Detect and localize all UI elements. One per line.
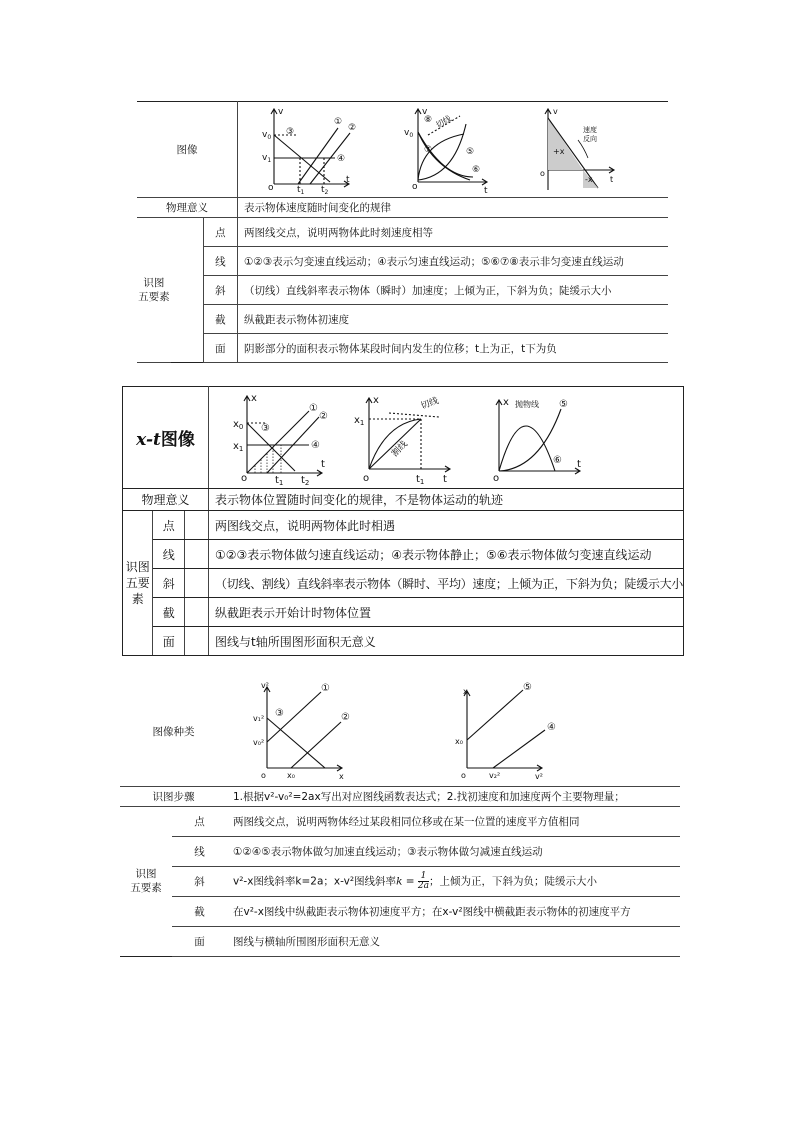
x1-sub-2: 1 xyxy=(359,419,365,427)
v2c-label: v₂² xyxy=(489,771,501,781)
v2x-row-text: 两图线交点，说明两物体经过某段相同位移或在某一位置的速度平方值相同 xyxy=(227,806,680,836)
curve-6-label: ⑥ xyxy=(552,455,562,466)
xt-table xyxy=(122,386,684,656)
line-4-label: ④ xyxy=(310,440,320,451)
vt-meaning-label: 物理意义 xyxy=(137,198,238,218)
line-5 xyxy=(467,690,523,740)
curve-6-label: ⑥ xyxy=(472,165,481,175)
xt-row-text: ①②③表示物体做匀速直线运动；④表示物体静止；⑤⑥表示物体做匀变速直线运动 xyxy=(208,540,683,569)
xt-header-rest: 图像 xyxy=(160,430,195,450)
t1-label: t xyxy=(274,475,279,485)
t1-sub: 1 xyxy=(278,479,284,485)
t2-label: t xyxy=(300,475,305,485)
x0-label: x xyxy=(232,419,239,430)
minus-x-label: -x xyxy=(585,175,593,184)
vt-row-text: （切线）直线斜率表示物体（瞬时）加速度；上倾为正，下斜为负；陡缓示大小 xyxy=(238,276,669,305)
line-3 xyxy=(267,718,325,768)
velocity-label: 速度 xyxy=(583,126,597,134)
curve-5-label: ⑤ xyxy=(558,399,568,410)
t2-label: t xyxy=(321,185,325,194)
line-1 xyxy=(247,411,309,473)
line-1-label: ① xyxy=(321,683,330,695)
t-label-2: t xyxy=(484,186,488,194)
v2x-row-text: ①②④⑤表示物体做匀加速直线运动；③表示物体做匀减速直线运动 xyxy=(227,836,680,866)
vt-graphs xyxy=(238,102,668,194)
line-2-label: ② xyxy=(318,411,328,422)
x-label: x xyxy=(250,393,257,404)
origin-label-2: o xyxy=(461,771,466,781)
xt-row-key: 点 xyxy=(153,511,185,540)
xt-graphs xyxy=(209,387,609,485)
t1-sub: 1 xyxy=(300,189,305,194)
origin-label-2: o xyxy=(412,182,418,192)
curve-8-label: ⑧ xyxy=(424,115,433,125)
v2x-graphs xyxy=(227,678,667,782)
parabola-label: 抛物线 xyxy=(514,400,539,409)
xt-row-key: 斜 xyxy=(153,569,185,598)
v1-sub: 1 xyxy=(267,157,272,164)
v2x-row-key: 截 xyxy=(172,896,227,926)
x1-label: x xyxy=(232,441,239,452)
v0-sub: 0 xyxy=(267,134,272,141)
v2-axis-label-2: v² xyxy=(535,772,543,782)
origin-label: o xyxy=(240,473,248,484)
svg-text:v1 xyxy=(262,153,271,164)
x0-sub: 0 xyxy=(238,423,244,431)
v2x-graphs-cell xyxy=(227,678,680,786)
vt-row-key: 点 xyxy=(203,218,237,247)
line-4-label: ④ xyxy=(547,722,556,734)
plus-x-label: +x xyxy=(553,147,565,156)
svg-text:v0 xyxy=(262,130,271,141)
x1-sub: 1 xyxy=(238,445,244,453)
v0-label-2: v xyxy=(404,128,410,138)
svg-text:t2 xyxy=(321,185,329,194)
x-axis-label-2: x xyxy=(463,687,468,697)
v0-label: v xyxy=(262,130,268,140)
parabola-6 xyxy=(499,426,555,471)
svg-text:x1 xyxy=(354,415,364,427)
v2x-row-text xyxy=(227,866,680,896)
xt-row-text: （切线、割线）直线斜率表示物体（瞬时、平均）速度；上倾为正，下斜为负；陡缓示大小 xyxy=(208,569,683,598)
origin-label: o xyxy=(268,183,274,193)
t-label-3: t xyxy=(576,459,581,470)
x-axis-label: x xyxy=(339,772,344,782)
slope-k: k xyxy=(396,875,403,887)
vt-row-text: 纵截距表示物体初速度 xyxy=(238,305,669,334)
v2x-row-text: 图线与横轴所围图形面积无意义 xyxy=(227,926,680,956)
t2-sub: 2 xyxy=(324,189,329,194)
x0-label-2: x₀ xyxy=(455,737,463,747)
x-label-2: x xyxy=(372,395,379,406)
line-3 xyxy=(247,423,295,471)
vt-table xyxy=(137,101,668,363)
tangent-label: 切线 xyxy=(434,113,453,130)
v-label-2: v xyxy=(422,107,428,117)
fraction-numerator: 1 xyxy=(418,872,429,882)
t2-sub: 2 xyxy=(304,479,310,485)
curve-5-label: ⑤ xyxy=(466,147,475,157)
xt-row-key: 面 xyxy=(153,627,185,656)
xt-row-text: 两图线交点，说明两物体此时相遇 xyxy=(208,511,683,540)
origin-label: o xyxy=(261,771,266,781)
v-label: v xyxy=(278,107,284,117)
vt-group-label: 识图 五要素 xyxy=(137,218,171,363)
v1-label: v xyxy=(262,153,268,163)
slope-text-b: ；上倾为正，下斜为负；陡缓示大小 xyxy=(429,875,598,887)
reverse-label: 反向 xyxy=(583,135,597,143)
v2x-row-key: 面 xyxy=(172,926,227,956)
line-2-label: ② xyxy=(341,712,350,724)
t1-label: t xyxy=(297,185,301,194)
t1-sub-2: 1 xyxy=(419,478,425,485)
t-label-3: t xyxy=(610,175,614,184)
xt-meaning-label: 物理意义 xyxy=(123,489,209,511)
vt-row-text: ①②③表示匀变速直线运动；④表示匀速直线运动；⑤⑥⑦⑧表示非匀变速直线运动 xyxy=(238,247,669,276)
xt-header-italic: x-t xyxy=(136,430,161,450)
xt-row-text: 图线与t轴所围图形面积无意义 xyxy=(208,627,683,656)
x0-label: x₀ xyxy=(287,771,295,781)
xt-row-text: 纵截距表示开始计时物体位置 xyxy=(208,598,683,627)
t-label: t xyxy=(346,175,350,185)
t1-label-2: t xyxy=(415,474,420,485)
xt-group-label: 识图 五要素 xyxy=(123,511,153,656)
vt-meaning: 表示物体速度随时间变化的规律 xyxy=(238,198,669,218)
origin-label-3: o xyxy=(492,473,500,484)
xt-row-key: 线 xyxy=(153,540,185,569)
svg-text:t2 xyxy=(301,475,309,485)
xt-graph-3 xyxy=(496,400,580,474)
v2x-steps-label: 识图步骤 xyxy=(120,786,227,806)
v2x-row-key: 斜 xyxy=(172,866,227,896)
v1sq-label: v₁² xyxy=(253,714,265,724)
origin-label-3: o xyxy=(540,169,545,178)
svg-text:t1 xyxy=(416,474,424,485)
origin-label-2: o xyxy=(362,473,370,484)
v2x-row-text: 在v²-x图线中纵截距表示物体初速度平方；在x-v²图线中横截距表示物体的初速度平方 xyxy=(227,896,680,926)
tangent-line xyxy=(389,413,439,417)
line-4-label: ④ xyxy=(337,154,346,164)
line-1-label: ① xyxy=(308,403,318,414)
x-label-3: x xyxy=(502,397,509,408)
vt-header: 图像 xyxy=(137,102,238,198)
v2x-header: 图像种类 xyxy=(120,678,227,786)
xt-graph-2 xyxy=(366,398,450,472)
line-1-label: ① xyxy=(334,117,343,127)
line-5-label: ⑤ xyxy=(523,682,532,694)
v-label-3: v xyxy=(553,107,558,116)
vt-row-text: 阴影部分的面积表示物体某段时间内发生的位移；t上为正，t下为负 xyxy=(238,334,669,363)
vt-graphs-cell xyxy=(238,102,669,198)
t-label-2: t xyxy=(442,474,447,485)
vt-row-key: 截 xyxy=(203,305,237,334)
slope-text-a: v²-x图线斜率k=2a；x-v²图线斜率 xyxy=(233,875,397,887)
svg-text:x1 xyxy=(233,441,243,453)
line-4 xyxy=(493,730,545,768)
line-2-label: ② xyxy=(348,123,357,133)
x1-label-2: x xyxy=(353,415,360,426)
xt-row-key: 截 xyxy=(153,598,185,627)
vt-row-key: 面 xyxy=(203,334,237,363)
curve-7-label: ⑦ xyxy=(424,145,433,155)
xt-graphs-cell xyxy=(208,387,683,489)
xt-meaning: 表示物体位置随时间变化的规律，不是物体运动的轨迹 xyxy=(208,489,683,511)
slope-eq: = xyxy=(402,875,418,887)
v0sq-label: v₀² xyxy=(253,738,265,748)
v0-sub-2: 0 xyxy=(409,132,414,139)
t-label: t xyxy=(320,459,325,470)
line-3-label: ③ xyxy=(260,423,270,434)
v2x-row-key: 线 xyxy=(172,836,227,866)
secant-label: 割线 xyxy=(390,439,410,460)
svg-text:x0 xyxy=(233,419,243,431)
v2x-group-label: 识图 五要素 xyxy=(120,806,172,956)
vt-row-key: 斜 xyxy=(203,276,237,305)
v2-axis-label: v² xyxy=(261,681,269,691)
vt-row-text: 两图线交点，说明两物体此时刻速度相等 xyxy=(238,218,669,247)
svg-text:t1 xyxy=(297,185,305,194)
vt-row-key: 线 xyxy=(203,247,237,276)
svg-text:v0 xyxy=(404,128,413,139)
v2x-row-key: 点 xyxy=(172,806,227,836)
xt-header xyxy=(123,387,209,489)
line-3-label: ③ xyxy=(275,708,284,720)
v2x-graph-2 xyxy=(464,690,545,771)
line-3-label: ③ xyxy=(286,127,295,137)
v2x-graph-1 xyxy=(264,687,342,771)
secant-line xyxy=(369,419,421,469)
tangent-label: 切线 xyxy=(419,396,440,412)
v2x-steps: 1.根据v²-v₀²=2ax写出对应图线函数表达式；2.找初速度和加速度两个主要物理量； xyxy=(227,786,680,806)
svg-text:t1 xyxy=(275,475,283,485)
v2x-table xyxy=(120,678,680,957)
fraction-denominator: 2a xyxy=(417,880,430,891)
slope-fraction xyxy=(418,872,429,891)
